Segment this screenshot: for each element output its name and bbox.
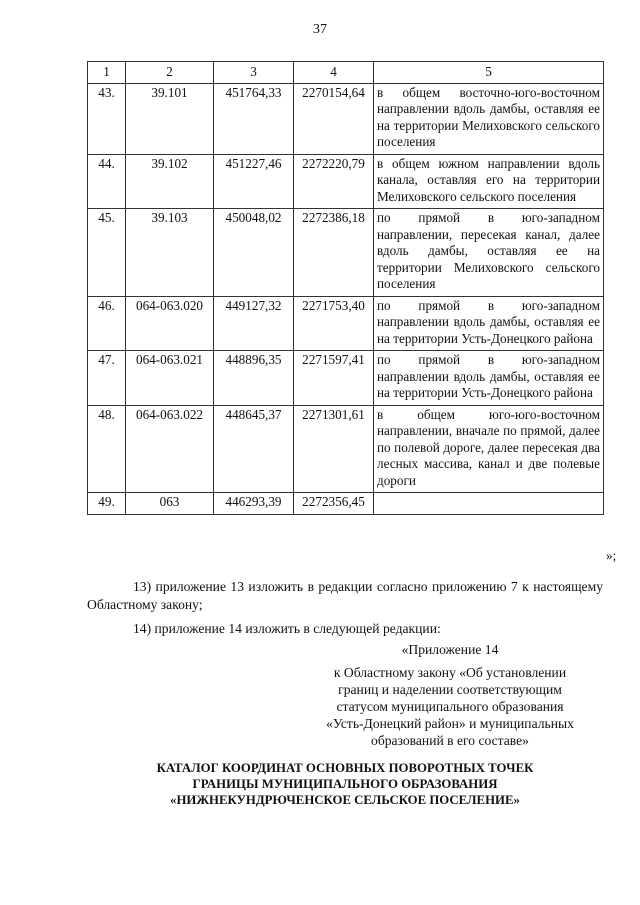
boundary-description: в общем восточно-юго-восточном направлении вдоль дамбы, оставляя ее на территории Мелиховского сельского поселения (374, 83, 604, 154)
catalog-title-line: КАТАЛОГ КООРДИНАТ ОСНОВНЫХ ПОВОРОТНЫХ ТОЧЕК (156, 761, 534, 775)
x-coordinate: 450048,02 (214, 209, 294, 297)
catalog-title-line: ГРАНИЦЫ МУНИЦИПАЛЬНОГО ОБРАЗОВАНИЯ (192, 777, 498, 791)
column-header: 5 (374, 62, 604, 84)
table-row (88, 209, 604, 297)
y-coordinate: 2272386,18 (294, 209, 374, 297)
boundary-description: по прямой в юго-западном направлении вдоль дамбы, оставляя ее на территории Усть-Донецкого района (374, 296, 604, 351)
x-coordinate: 449127,32 (214, 296, 294, 351)
x-coordinate: 448645,37 (214, 405, 294, 493)
y-coordinate: 2272220,79 (294, 154, 374, 209)
y-coordinate: 2271597,41 (294, 351, 374, 406)
y-coordinate: 2272356,45 (294, 493, 374, 515)
column-header: 2 (126, 62, 214, 84)
column-header: 3 (214, 62, 294, 84)
catalog-title-line: «НИЖНЕКУНДРЮЧЕНСКОЕ СЕЛЬСКОЕ ПОСЕЛЕНИЕ» (170, 793, 520, 807)
row-number: 43. (88, 83, 126, 154)
row-number: 44. (88, 154, 126, 209)
row-number: 45. (88, 209, 126, 297)
x-coordinate: 446293,39 (214, 493, 294, 515)
point-id: 39.101 (126, 83, 214, 154)
point-id: 39.103 (126, 209, 214, 297)
appendix-line: к Областному закону «Об установлении (333, 665, 567, 680)
page-number: 37 (313, 22, 327, 37)
table-closing-quote: »; (606, 548, 617, 563)
table-row (88, 493, 604, 515)
row-number: 47. (88, 351, 126, 406)
x-coordinate: 448896,35 (214, 351, 294, 406)
table-row (88, 296, 604, 351)
appendix-title: «Приложение 14 (401, 642, 499, 657)
table-header-row (88, 62, 604, 84)
boundary-description: в общем южном направлении вдоль канала, оставляя его на территории Мелиховского сельского поселения (374, 154, 604, 209)
x-coordinate: 451764,33 (214, 83, 294, 154)
row-number: 48. (88, 405, 126, 493)
column-header: 1 (88, 62, 126, 84)
table-row (88, 351, 604, 406)
point-id: 064-063.021 (126, 351, 214, 406)
row-number: 49. (88, 493, 126, 515)
table-row (88, 83, 604, 154)
boundary-description: по прямой в юго-западном направлении вдоль дамбы, оставляя ее на территории Усть-Донецкого района (374, 351, 604, 406)
y-coordinate: 2270154,64 (294, 83, 374, 154)
column-header: 4 (294, 62, 374, 84)
coordinates-table (87, 61, 604, 515)
y-coordinate: 2271753,40 (294, 296, 374, 351)
boundary-description: по прямой в юго-западном направлении, пересекая канал, далее вдоль дамбы, оставляя ее на территории Мелиховского сельского поселения (374, 209, 604, 297)
appendix-line: «Усть-Донецкий район» и муниципальных (326, 716, 574, 731)
x-coordinate: 451227,46 (214, 154, 294, 209)
point-id: 064-063.022 (126, 405, 214, 493)
appendix-reference (300, 664, 600, 749)
point-id: 063 (126, 493, 214, 515)
table-row (88, 405, 604, 493)
paragraph-13: 13) приложение 13 изложить в редакции согласно приложению 7 к настоящему Областному закону; (87, 579, 603, 612)
point-id: 064-063.020 (126, 296, 214, 351)
boundary-description: в общем юго-юго-восточном направлении, вначале по прямой, далее по полевой дороге, далее пересекая два лесных массива, канал и две полевые дороги (374, 405, 604, 493)
row-number: 46. (88, 296, 126, 351)
y-coordinate: 2271301,61 (294, 405, 374, 493)
point-id: 39.102 (126, 154, 214, 209)
table-row (88, 154, 604, 209)
appendix-line: границ и наделении соответствующим (338, 682, 562, 697)
appendix-line: статусом муниципального образования (336, 699, 564, 714)
paragraph-14: 14) приложение 14 изложить в следующей редакции: (133, 621, 441, 636)
boundary-description (374, 493, 604, 515)
appendix-line: образований в его составе» (371, 733, 529, 748)
catalog-title (87, 760, 603, 808)
